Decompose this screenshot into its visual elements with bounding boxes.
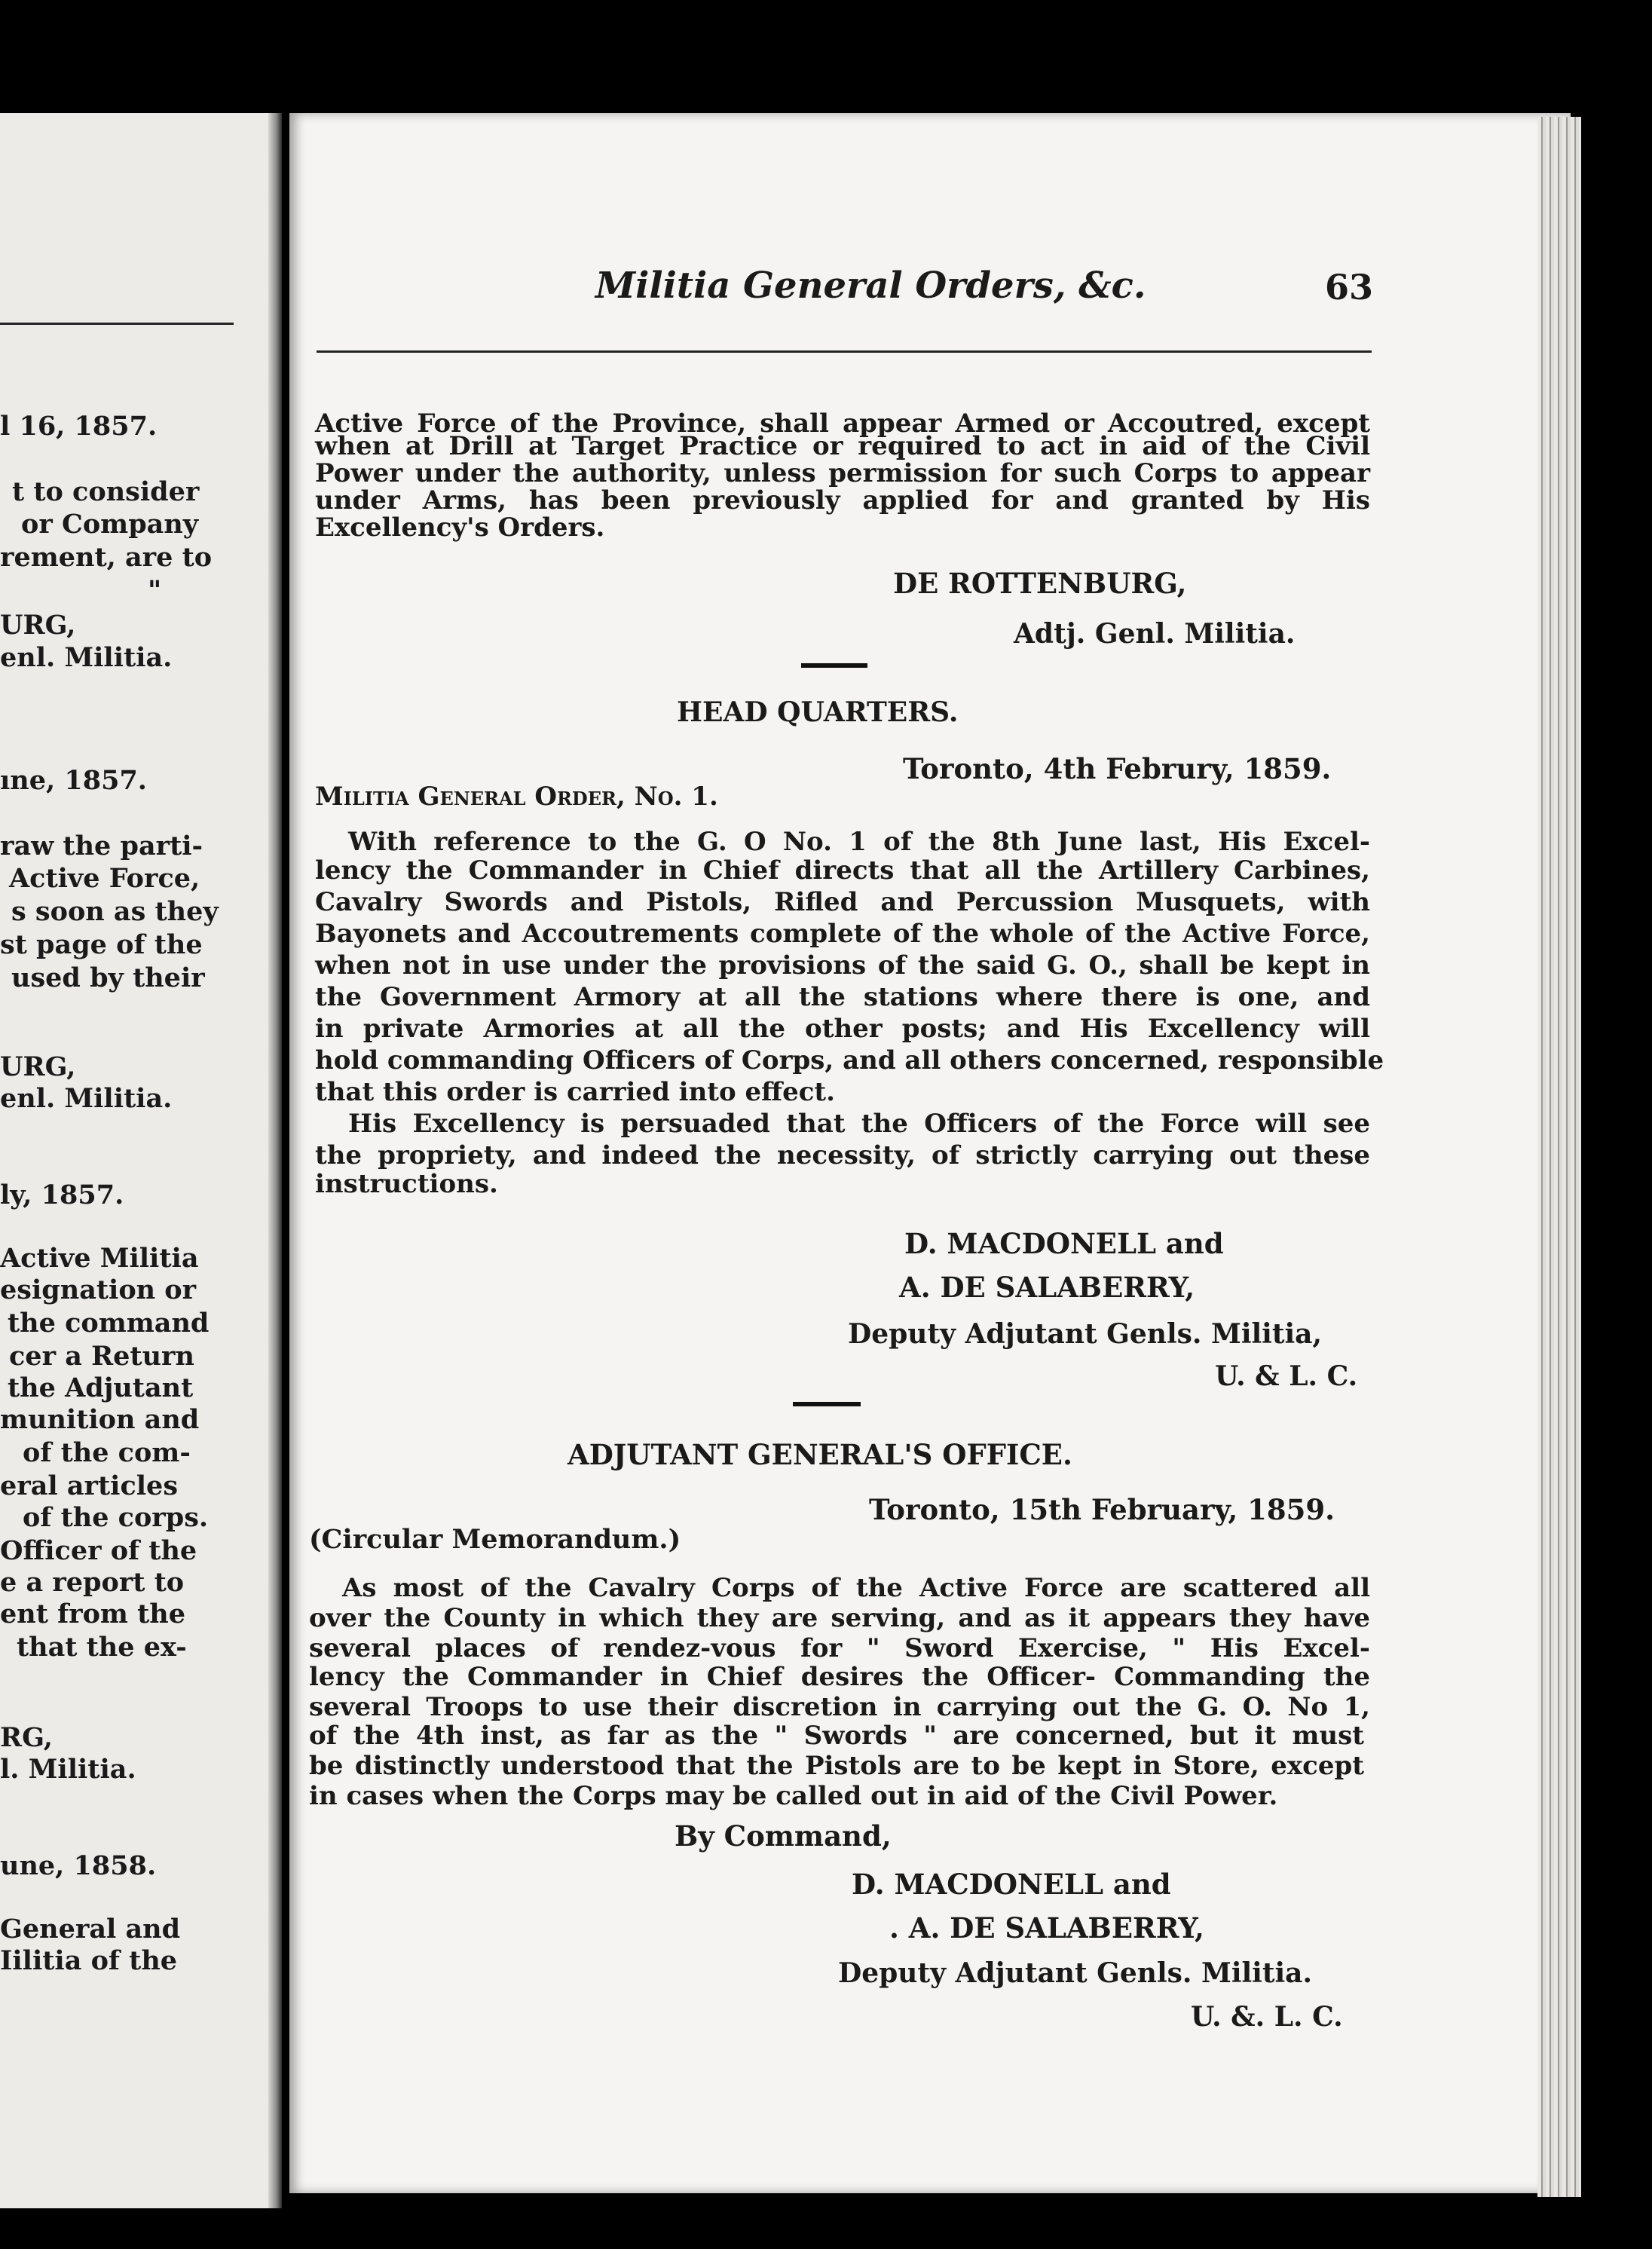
paragraph-line: Cavalry Swords and Pistols, Rifled and Percussion Musquets, with (315, 887, 1370, 917)
dateline: Toronto, 15th February, 1859. (869, 1493, 1335, 1526)
page-edges (1537, 117, 1581, 2197)
left-page-line: raw the parti- (0, 831, 203, 861)
paragraph-line: As most of the Cavalry Corps of the Active Force are scattered all (342, 1573, 1370, 1603)
paragraph-line: the propriety, and indeed the necessity, of strictly carrying out these (315, 1140, 1370, 1170)
signatory: D. MACDONELL and (852, 1868, 1171, 1901)
left-page-line: ıne, 1857. (0, 765, 147, 796)
paragraph-line: the Government Armory at all the stations where there is one, and (315, 982, 1370, 1012)
paragraph-line: lency the Commander in Chief desires the Officer- Commanding the (309, 1662, 1370, 1692)
left-page-line: eral articles (0, 1470, 179, 1501)
signature-title: Adtj. Genl. Militia. (1014, 618, 1296, 650)
left-page-line: Active Force, (9, 863, 200, 894)
section-divider (793, 1402, 861, 1406)
left-page-line: enl. Militia. (0, 642, 173, 673)
left-page-line: ent from the (0, 1599, 186, 1629)
paragraph-line: instructions. (315, 1169, 498, 1199)
left-page-line: l. Militia. (0, 1754, 136, 1785)
left-page-line: s soon as they (11, 896, 219, 927)
signatories-title: Deputy Adjutant Genls. Militia. (838, 1957, 1313, 1989)
left-page-line: or Company (21, 509, 199, 540)
signatories-region: U. &. L. C. (1191, 2001, 1343, 2033)
left-page-line: rement, are to (0, 542, 213, 573)
left-page-line: e a report to (0, 1567, 185, 1598)
signatory: D. MACDONELL and (904, 1227, 1224, 1260)
left-page-line: URG, (0, 610, 76, 641)
signatories-region: U. & L. C. (1215, 1360, 1358, 1392)
left-page-line: the Adjutant (8, 1372, 194, 1403)
book-gutter (268, 113, 282, 2208)
section1-line: Power under the authority, unless permission for such Corps to appear (315, 458, 1370, 488)
left-page-line: Active Militia (0, 1243, 199, 1274)
paragraph-line: hold commanding Officers of Corps, and all others concerned, responsible (315, 1045, 1384, 1076)
paragraph-line: With reference to the G. O No. 1 of the 8th June last, His Excel- (348, 827, 1370, 857)
left-page-line: Iilitia of the (0, 1945, 178, 1976)
paragraph-line: several places of rendez-vous for " Sword Exercise, " His Excel- (309, 1633, 1370, 1663)
memo-label: (Circular Memorandum.) (309, 1524, 681, 1555)
left-page-line: of the com- (23, 1437, 191, 1468)
paragraph-line: of the 4th inst, as far as the " Swords " are concerned, but it must (309, 1721, 1364, 1751)
signatories-title: Deputy Adjutant Genls. Militia, (848, 1318, 1323, 1350)
dateline: Toronto, 4th Februry, 1859. (903, 752, 1332, 785)
signature: DE ROTTENBURG, (893, 567, 1187, 600)
left-page-line: of the corps. (23, 1502, 209, 1533)
left-page-line: Officer of the (0, 1535, 197, 1566)
by-command: By Command, (675, 1819, 892, 1853)
section-heading: ADJUTANT GENERAL'S OFFICE. (567, 1438, 1072, 1471)
section-heading: HEAD QUARTERS. (677, 696, 959, 728)
paragraph-line: in cases when the Corps may be called out in aid of the Civil Power. (309, 1781, 1278, 1811)
section1-line: Excellency's Orders. (315, 513, 605, 543)
left-page-line: ly, 1857. (0, 1180, 124, 1210)
order-label: Militia General Order, No. 1. (315, 782, 718, 812)
paragraph-line: be distinctly understood that the Pistols are to be kept in Store, except (309, 1751, 1364, 1781)
paragraph-line: when not in use under the provisions of the said G. O., shall be kept in (315, 950, 1370, 981)
paragraph-line: Bayonets and Accoutrements complete of the whole of the Active Force, (315, 919, 1370, 949)
paragraph-line: that this order is carried into effect. (315, 1077, 835, 1107)
left-page-line: " (148, 575, 162, 606)
paragraph-line: lency the Commander in Chief directs that all the Artillery Carbines, (315, 855, 1370, 886)
paragraph-line: His Excellency is persuaded that the Officers of the Force will see (348, 1109, 1370, 1139)
paragraph-line: several Troops to use their discretion in carrying out the G. O. No 1, (309, 1692, 1370, 1722)
signatory: A. DE SALABERRY, (899, 1271, 1195, 1304)
section1-line: under Arms, has been previously applied for and granted by His (315, 485, 1370, 516)
left-page-line: RG, (0, 1722, 53, 1753)
left-page-line: cer a Return (9, 1341, 194, 1372)
left-page-line: munition and (0, 1404, 200, 1435)
left-page-line: une, 1858. (0, 1850, 157, 1881)
running-head-title: Militia General Orders, &c. (595, 265, 1146, 307)
section1-line: when at Drill at Target Practice or required to act in aid of the Civil (315, 431, 1370, 461)
left-page-rule (0, 323, 234, 325)
left-page-line: enl. Militia. (0, 1083, 173, 1114)
left-page-line: st page of the (0, 929, 203, 960)
paragraph-line: over the County in which they are serving, and as it appears they have (309, 1603, 1370, 1633)
header-rule (317, 350, 1372, 353)
left-page-line: esignation or (0, 1274, 197, 1305)
page-number: 63 (1325, 267, 1374, 308)
left-page-line: the command (8, 1308, 210, 1339)
left-page-line: URG, (0, 1051, 76, 1082)
signatory: . A. DE SALABERRY, (889, 1911, 1204, 1945)
left-page-line: that the ex- (17, 1632, 187, 1663)
left-page-line: t to consider (12, 476, 200, 507)
left-page-line: l 16, 1857. (0, 411, 158, 442)
section-divider (801, 663, 867, 668)
section1-line: Active Force of the Province, shall appear Armed or Accoutred, except (315, 408, 1370, 439)
left-page-line: General and (0, 1914, 181, 1945)
left-page-line: used by their (11, 962, 205, 993)
paragraph-line: in private Armories at all the other posts; and His Excellency will (315, 1014, 1370, 1044)
